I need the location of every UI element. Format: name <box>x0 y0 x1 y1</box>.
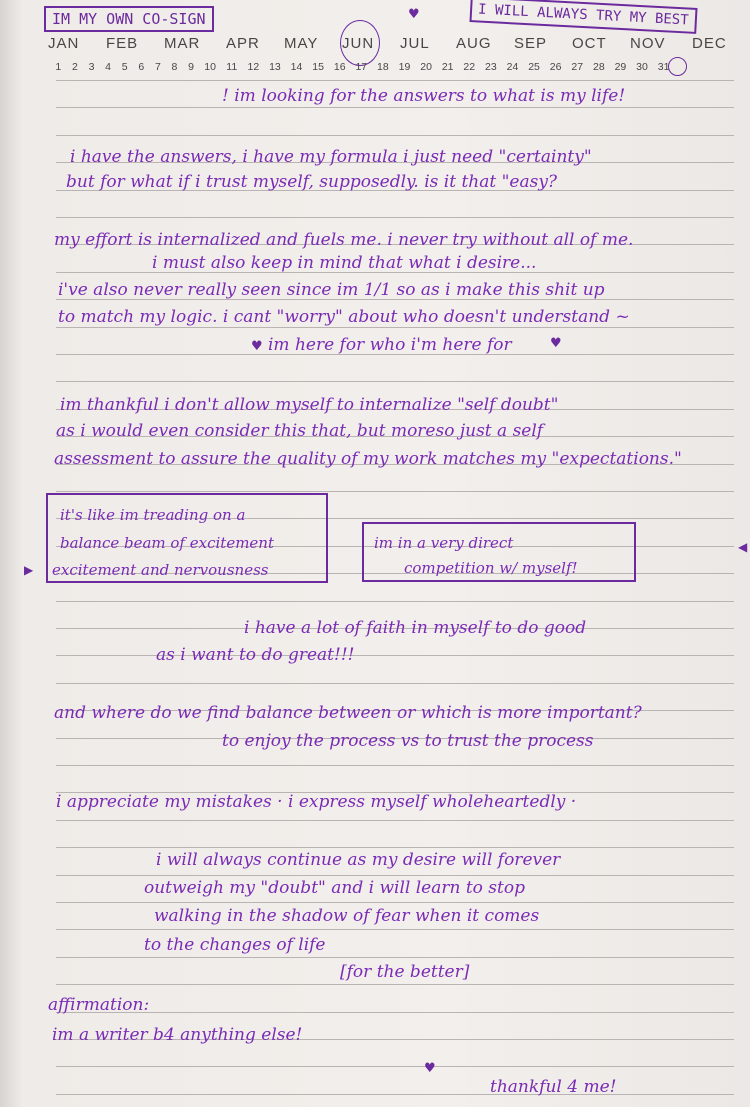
ruled-line <box>56 683 734 684</box>
day-8: 8 <box>171 61 178 73</box>
entry-line-18: outweigh my "doubt" and i will learn to stop <box>144 878 525 898</box>
entry-line-9: im thankful i don't allow myself to internalize "self doubt" <box>60 395 559 415</box>
day-22: 22 <box>463 61 476 73</box>
header-right-label: I WILL ALWAYS TRY MY BEST <box>469 0 697 34</box>
ruled-line <box>56 984 734 985</box>
day-17: 17 <box>355 61 368 73</box>
month-sep: SEP <box>514 35 548 52</box>
entry-line-11: assessment to assure the quality of my work matches my "expectations." <box>54 449 682 469</box>
day-20: 20 <box>420 61 432 73</box>
day-2: 2 <box>71 61 78 73</box>
day-23: 23 <box>485 61 497 73</box>
month-feb: FEB <box>106 35 139 52</box>
day-6: 6 <box>138 61 145 73</box>
day-21: 21 <box>441 61 454 73</box>
month-apr: APR <box>226 35 260 52</box>
month-jun: JUN <box>342 35 375 52</box>
ruled-line <box>56 1012 734 1013</box>
month-dec: DEC <box>692 35 727 52</box>
day-26: 26 <box>549 61 562 73</box>
day-11: 11 <box>226 61 238 73</box>
day-3: 3 <box>88 61 95 73</box>
entry-line-1: ! im looking for the answers to what is my life! <box>222 86 626 106</box>
day-1: 1 <box>55 61 62 73</box>
day-19: 19 <box>398 61 411 73</box>
day-row <box>50 61 674 73</box>
day-4: 4 <box>105 61 111 73</box>
month-jul: JUL <box>400 35 430 52</box>
box1-line-2: balance beam of excitement <box>60 534 274 552</box>
day-31: 31 <box>657 61 670 73</box>
ruled-line <box>56 820 734 821</box>
month-aug: AUG <box>456 35 492 52</box>
day-circle-mark <box>668 57 687 76</box>
ruled-line <box>56 929 734 930</box>
entry-line-21: [for the better] <box>340 962 470 982</box>
ruled-line <box>56 327 734 328</box>
entry-line-16: i appreciate my mistakes · i express myself wholeheartedly · <box>56 792 577 812</box>
box2-line-1: im in a very direct <box>374 534 514 552</box>
day-30: 30 <box>636 61 648 73</box>
entry-line-14: and where do we find balance between or which is more important? <box>54 703 642 723</box>
entry-line-8: im here for who i'm here for <box>268 335 512 355</box>
heart-doodle-icon: ♥ <box>550 336 562 351</box>
box1-line-3: excitement and nervousness <box>52 561 269 579</box>
day-29: 29 <box>614 61 627 73</box>
month-circle-mark <box>340 20 380 66</box>
entry-line-17: i will always continue as my desire will forever <box>156 850 561 870</box>
month-jan: JAN <box>48 35 80 52</box>
entry-line-10: as i would even consider this that, but moreso just a self <box>56 421 544 441</box>
entry-line-19: walking in the shadow of fear when it comes <box>154 906 540 926</box>
month-row <box>48 35 732 52</box>
entry-line-6: i've also never really seen since im 1/1 so as i make this shit up <box>58 280 605 300</box>
day-15: 15 <box>312 61 324 73</box>
entry-line-4: my effort is internalized and fuels me. i never try without all of me. <box>54 230 634 250</box>
box2-line-2: competition w/ myself! <box>404 559 578 577</box>
ruled-line <box>56 1066 734 1067</box>
arrow-bullet-icon: ◀ <box>738 540 748 554</box>
affirmation-text: im a writer b4 anything else! <box>52 1025 303 1045</box>
heart-doodle-icon: ♥ <box>251 339 263 354</box>
ruled-line <box>56 847 734 848</box>
ruled-line <box>56 902 734 903</box>
month-oct: OCT <box>572 35 607 52</box>
day-16: 16 <box>333 61 346 73</box>
ruled-line <box>56 80 734 81</box>
ruled-line <box>56 491 734 492</box>
day-18: 18 <box>377 61 389 73</box>
header-left-label: IM MY OWN CO-SIGN <box>44 6 214 32</box>
entry-line-13: as i want to do great!!! <box>156 645 355 665</box>
day-9: 9 <box>188 61 194 73</box>
day-10: 10 <box>204 61 216 73</box>
day-5: 5 <box>121 61 128 73</box>
entry-line-12: i have a lot of faith in myself to do good <box>244 618 587 638</box>
day-12: 12 <box>247 61 260 73</box>
entry-line-24: thankful 4 me! <box>490 1077 617 1097</box>
box1-line-1: it's like im treading on a <box>60 506 246 524</box>
day-7: 7 <box>154 61 161 73</box>
month-may: MAY <box>284 35 319 52</box>
entry-line-5: i must also keep in mind that what i desire... <box>152 253 537 273</box>
day-28: 28 <box>592 61 605 73</box>
ruled-line <box>56 135 734 136</box>
entry-line-20: to the changes of life <box>144 935 326 955</box>
ruled-line <box>56 957 734 958</box>
heart-doodle-icon: ♥ <box>408 7 420 22</box>
day-27: 27 <box>571 61 584 73</box>
day-14: 14 <box>290 61 303 73</box>
ruled-line <box>56 1094 734 1095</box>
ruled-line <box>56 381 734 382</box>
ruled-line <box>56 875 734 876</box>
entry-line-15: to enjoy the process vs to trust the process <box>222 731 594 751</box>
month-mar: MAR <box>164 35 201 52</box>
ruled-line <box>56 765 734 766</box>
day-13: 13 <box>269 61 281 73</box>
entry-line-3: but for what if i trust myself, supposedly. is it that "easy? <box>66 172 558 192</box>
entry-line-2: i have the answers, i have my formula i just need "certainty" <box>70 147 592 167</box>
affirmation-heading: affirmation: <box>48 995 150 1015</box>
ruled-line <box>56 107 734 108</box>
ruled-line <box>56 217 734 218</box>
ruled-line <box>56 601 734 602</box>
heart-doodle-icon: ♥ <box>424 1061 436 1076</box>
day-25: 25 <box>528 61 540 73</box>
entry-line-7: to match my logic. i cant "worry" about who doesn't understand ~ <box>58 307 630 327</box>
arrow-bullet-icon: ▶ <box>24 563 34 577</box>
month-nov: NOV <box>630 35 666 52</box>
day-24: 24 <box>506 61 519 73</box>
